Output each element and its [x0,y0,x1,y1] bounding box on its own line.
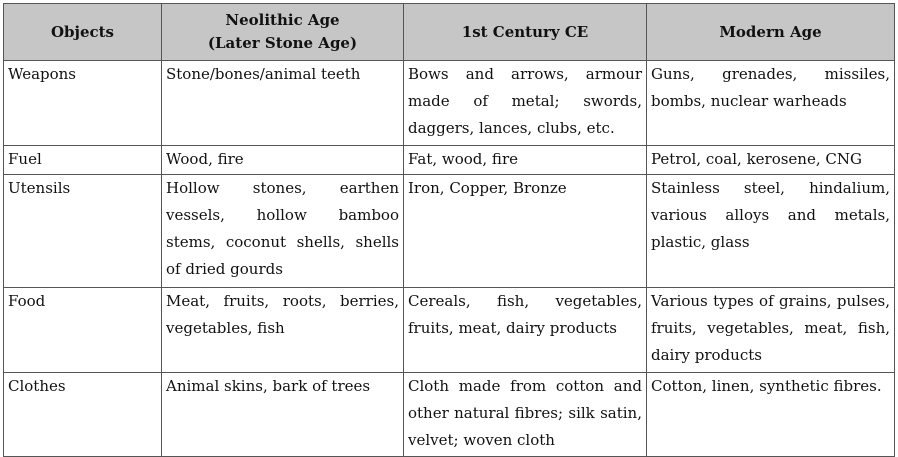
table-row [4,373,895,457]
header-neolithic-sublabel: (Later Stone Age) [207,34,358,52]
cell-object: Weapons [4,61,162,146]
cell-neolithic: Meat, fruits, roots, berries, vegetables, fish [162,288,404,373]
cell-neolithic: Wood, fire [162,146,404,175]
cell-neolithic: Animal skins, bark of trees [162,373,404,457]
header-modern-age [647,4,895,61]
cell-first-century: Cloth made from cotton and other natural fibres; silk satin, velvet; woven cloth [404,373,647,457]
header-neolithic-age [162,4,404,61]
cell-first-century: Cereals, fish, vegetables, fruits, meat, dairy products [404,288,647,373]
cell-first-century: Iron, Copper, Bronze [404,175,647,288]
cell-object: Food [4,288,162,373]
table-row [4,175,895,288]
cell-neolithic: Hollow stones, earthen vessels, hollow bamboo stems, coconut shells, shells of dried gourds [162,175,404,288]
table-row [4,61,895,146]
cell-first-century: Fat, wood, fire [404,146,647,175]
cell-modern: Stainless steel, hindalium, various alloys and metals, plastic, glass [647,175,895,288]
header-first-century [404,4,647,61]
header-first-century-label: 1st Century CE [461,22,589,41]
cell-first-century: Bows and arrows, armour made of metal; swords, daggers, lances, clubs, etc. [404,61,647,146]
cell-modern: Petrol, coal, kerosene, CNG [647,146,895,175]
cell-object: Clothes [4,373,162,457]
header-objects-label: Objects [50,22,115,41]
comparison-table [3,3,895,457]
cell-object: Utensils [4,175,162,288]
cell-modern: Cotton, linen, synthetic fibres. [647,373,895,457]
header-modern-label: Modern Age [719,22,822,41]
table-row [4,288,895,373]
header-objects [4,4,162,61]
cell-object: Fuel [4,146,162,175]
cell-modern: Various types of grains, pulses, fruits, vegetables, meat, fish, dairy products [647,288,895,373]
cell-modern: Guns, grenades, missiles, bombs, nuclear warheads [647,61,895,146]
header-neolithic-label: Neolithic Age [225,11,340,29]
table-row [4,146,895,175]
header-row [4,4,895,61]
cell-neolithic: Stone/bones/animal teeth [162,61,404,146]
